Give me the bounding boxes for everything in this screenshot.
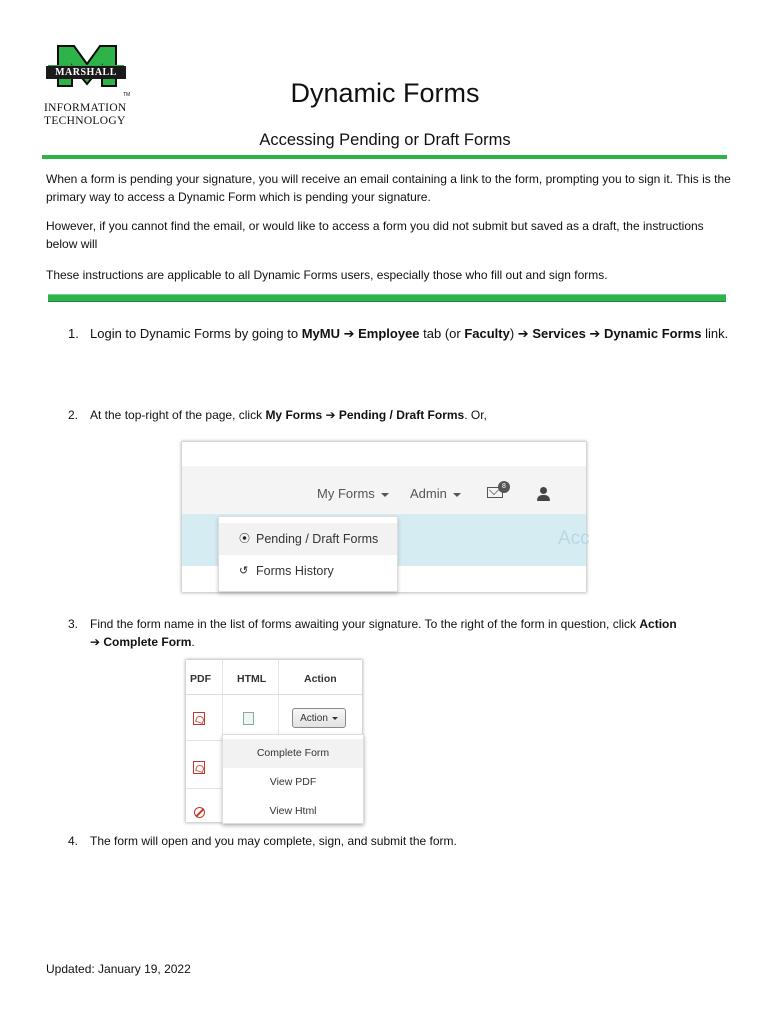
menu-item-view-html[interactable]: View Html (269, 805, 317, 817)
html-icon[interactable] (243, 712, 254, 725)
action-dropdown (222, 734, 364, 824)
page-subtitle: Accessing Pending or Draft Forms (259, 131, 511, 149)
step-text: Login to Dynamic Forms by going to MyMU ➔ Employee tab (or Faculty) ➔ Services ➔ Dynamic Forms link. (90, 326, 729, 341)
step-number: 1. (68, 326, 79, 341)
column-header-html: HTML (237, 673, 267, 685)
section-divider (48, 294, 726, 302)
step-text: At the top-right of the page, click My Forms ➔ Pending / Draft Forms. Or, (90, 408, 487, 422)
step-number: 3. (68, 617, 79, 631)
column-header-pdf: PDF (190, 673, 211, 685)
logo-line1: INFORMATION (44, 102, 127, 114)
page-title: Dynamic Forms (290, 78, 480, 108)
user-icon[interactable] (540, 487, 547, 494)
nav-admin[interactable]: Admin (410, 486, 461, 501)
header-divider (42, 155, 727, 159)
step-text: The form will open and you may complete, sign, and submit the form. (90, 834, 457, 848)
nav-my-forms[interactable]: My Forms (317, 486, 389, 501)
notification-badge: 8 (498, 481, 510, 493)
action-menu-screenshot (186, 660, 362, 822)
menu-item-complete-form[interactable]: Complete Form (223, 739, 363, 768)
chevron-down-icon (332, 717, 338, 720)
step-number: 4. (68, 834, 79, 848)
menu-item-forms-history[interactable]: ↺ Forms History (219, 555, 397, 587)
updated-date: Updated: January 19, 2022 (46, 962, 191, 976)
logo-wordmark: MARSHALL (46, 66, 126, 79)
menu-item-pending-draft-forms[interactable]: ⦿ Pending / Draft Forms (219, 523, 397, 555)
my-forms-menu-screenshot (182, 442, 590, 592)
pdf-icon[interactable] (193, 712, 205, 725)
user-icon-body (537, 495, 550, 501)
logo-trademark: TM (123, 92, 131, 98)
logo-line2: TECHNOLOGY (44, 115, 126, 127)
chevron-down-icon (381, 493, 389, 497)
banner-text: Acc (558, 528, 590, 549)
menu-item-view-pdf[interactable]: View PDF (269, 776, 317, 788)
pdf-icon[interactable] (193, 761, 205, 774)
action-button[interactable]: Action (292, 708, 346, 728)
history-icon: ↺ (239, 565, 249, 577)
intro-paragraph-1: When a form is pending your signature, you will receive an email containing a link to the form, prompting you to sign it. This is the primary way to access a Dynamic Form which is pending your signature. (46, 172, 731, 204)
step-number: 2. (68, 408, 79, 422)
step-text: Find the form name in the list of forms awaiting your signature. To the right of the form in question, click Action ➔ Complete Form. (90, 617, 677, 649)
column-header-action: Action (304, 673, 337, 685)
intro-paragraph-3: These instructions are applicable to all Dynamic Forms users, especially those who fill out and sign forms. (46, 268, 608, 282)
chevron-down-icon (453, 493, 461, 497)
intro-paragraph-2: However, if you cannot find the email, or would like to access a form you did not submit but saved as a draft, the instructions below will (46, 219, 704, 251)
my-forms-dropdown (218, 516, 398, 592)
clock-icon: ⦿ (239, 533, 250, 545)
ban-icon (194, 807, 205, 818)
